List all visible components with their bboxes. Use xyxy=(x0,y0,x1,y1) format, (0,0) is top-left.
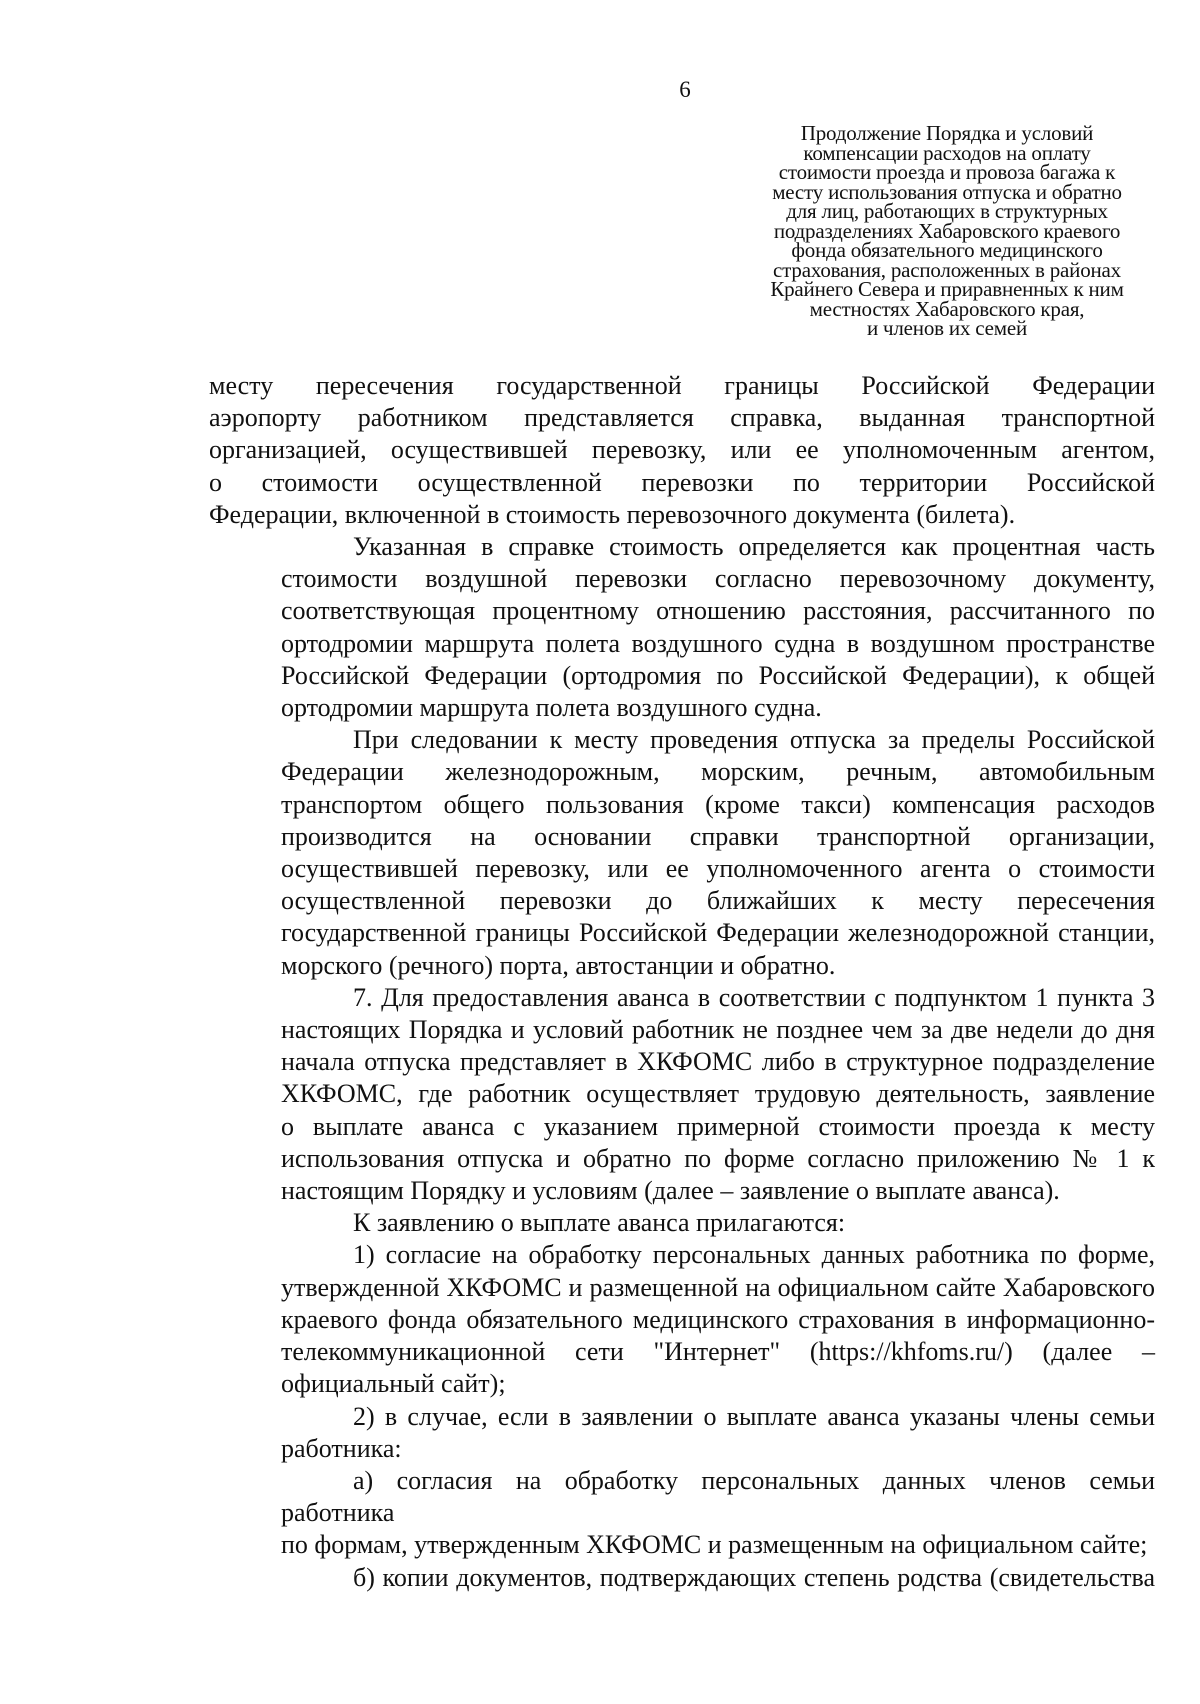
continuation-header-line: стоимости проезда и провоза багажа к xyxy=(778,160,1116,184)
text-line: При следовании к месту проведения отпуска за пределы Российской xyxy=(353,725,1155,755)
continuation-header-line: Крайнего Севера и приравненных к ним xyxy=(770,277,1124,301)
text-line: аэропорту работником представляется справка, выданная транспортной xyxy=(209,403,1155,433)
text-line: начала отпуска представляет в ХКФОМС либо в структурное подразделение xyxy=(281,1047,1155,1077)
text-line: осуществившей перевозку, или ее уполномоченного агента о стоимости xyxy=(281,854,1155,884)
text-line: организацией, осуществившей перевозку, или ее уполномоченным агентом, xyxy=(209,435,1155,465)
continuation-header-line: местностях Хабаровского края, xyxy=(809,296,1085,321)
paragraph xyxy=(209,1562,1155,1594)
continuation-header-line: компенсации расходов на оплату xyxy=(803,140,1091,165)
text-line: Федерации железнодорожным, морским, речным, автомобильным xyxy=(281,757,1155,787)
text-line: по формам, утвержденным ХКФОМС и размещенным на официальном сайте; xyxy=(281,1530,1148,1560)
text-line: морского (речного) порта, автостанции и обратно. xyxy=(281,950,836,980)
paragraph xyxy=(209,724,1155,982)
text-line: утвержденной ХКФОМС и размещенной на официальном сайте Хабаровского xyxy=(281,1272,1155,1302)
text-line: 1) согласие на обработку персональных данных работника по форме, xyxy=(353,1240,1155,1270)
text-line: использования отпуска и обратно по форме согласно приложению № 1 к xyxy=(281,1143,1155,1173)
paragraph xyxy=(209,1465,1155,1562)
text-line: осуществленной перевозки до ближайших к месту пересечения xyxy=(281,886,1155,916)
text-line: б) копии документов, подтверждающих степень родства (свидетельства xyxy=(353,1562,1155,1592)
text-line: Федерации, включенной в стоимость перевозочного документа (билета). xyxy=(209,499,1016,529)
text-line: телекоммуникационной сети "Интернет" (https://khfoms.ru/) (далее – xyxy=(281,1337,1155,1367)
text-line: месту пересечения государственной границы Российской Федерации xyxy=(209,371,1155,400)
continuation-header-line: и членов их семей xyxy=(866,316,1028,340)
continuation-header-line: подразделениях Хабаровского краевого xyxy=(773,218,1121,243)
continuation-header xyxy=(736,121,1158,340)
continuation-header-line: Продолжение Порядка и условий xyxy=(800,121,1094,145)
text-line: настоящих Порядка и условий работник не позднее чем за две недели до дня xyxy=(281,1015,1155,1045)
continuation-header-line: месту использования отпуска и обратно xyxy=(772,179,1122,204)
text-line: транспортом общего пользования (кроме такси) компенсация расходов xyxy=(281,789,1155,819)
text-line: соответствующая процентному отношению расстояния, рассчитанного по xyxy=(281,596,1155,626)
paragraph xyxy=(209,370,1155,531)
text-line: о стоимости осуществленной перевозки по территории Российской xyxy=(209,467,1155,497)
continuation-header-line: страхования, расположенных в районах xyxy=(773,257,1121,282)
text-line: государственной границы Российской Федерации железнодорожной станции, xyxy=(281,918,1155,948)
text-line: краевого фонда обязательного медицинского страхования в информационно- xyxy=(281,1304,1155,1334)
text-line: работника: xyxy=(281,1433,402,1463)
text-line: 7. Для предоставления аванса в соответствии с подпунктом 1 пункта 3 xyxy=(353,982,1155,1012)
text-line: о выплате аванса с указанием примерной стоимости проезда к месту xyxy=(281,1111,1155,1141)
text-line: а) согласия на обработку персональных данных членов семьи работника xyxy=(281,1465,1155,1528)
text-line: 2) в случае, если в заявлении о выплате аванса указаны члены семьи xyxy=(353,1401,1155,1431)
text-line: производится на основании справки транспортной организации, xyxy=(281,821,1155,851)
text-line: официальный сайт); xyxy=(281,1369,506,1399)
paragraph xyxy=(209,1401,1155,1465)
text-line: ортодромии маршрута полета воздушного судна. xyxy=(281,693,822,723)
continuation-header-line: для лиц, работающих в структурных xyxy=(786,199,1108,223)
text-line: Российской Федерации (ортодромия по Российской Федерации), к общей xyxy=(281,660,1155,690)
document-body xyxy=(209,370,1155,1594)
continuation-header-line: фонда обязательного медицинского xyxy=(791,238,1103,262)
page-number: 6 xyxy=(679,77,691,102)
text-line: ортодромии маршрута полета воздушного судна в воздушном пространстве xyxy=(281,628,1155,658)
paragraph xyxy=(209,982,1155,1207)
text-line: К заявлению о выплате аванса прилагаются: xyxy=(353,1208,846,1238)
text-line: ХКФОМС, где работник осуществляет трудовую деятельность, заявление xyxy=(281,1079,1155,1109)
paragraph xyxy=(209,1207,1155,1239)
paragraph xyxy=(209,1239,1155,1400)
paragraph xyxy=(209,531,1155,724)
text-line: настоящим Порядку и условиям (далее – заявление о выплате аванса). xyxy=(281,1176,1060,1206)
text-line: стоимости воздушной перевозки согласно перевозочному документу, xyxy=(281,564,1155,594)
text-line: Указанная в справке стоимость определяется как процентная часть xyxy=(353,532,1155,562)
